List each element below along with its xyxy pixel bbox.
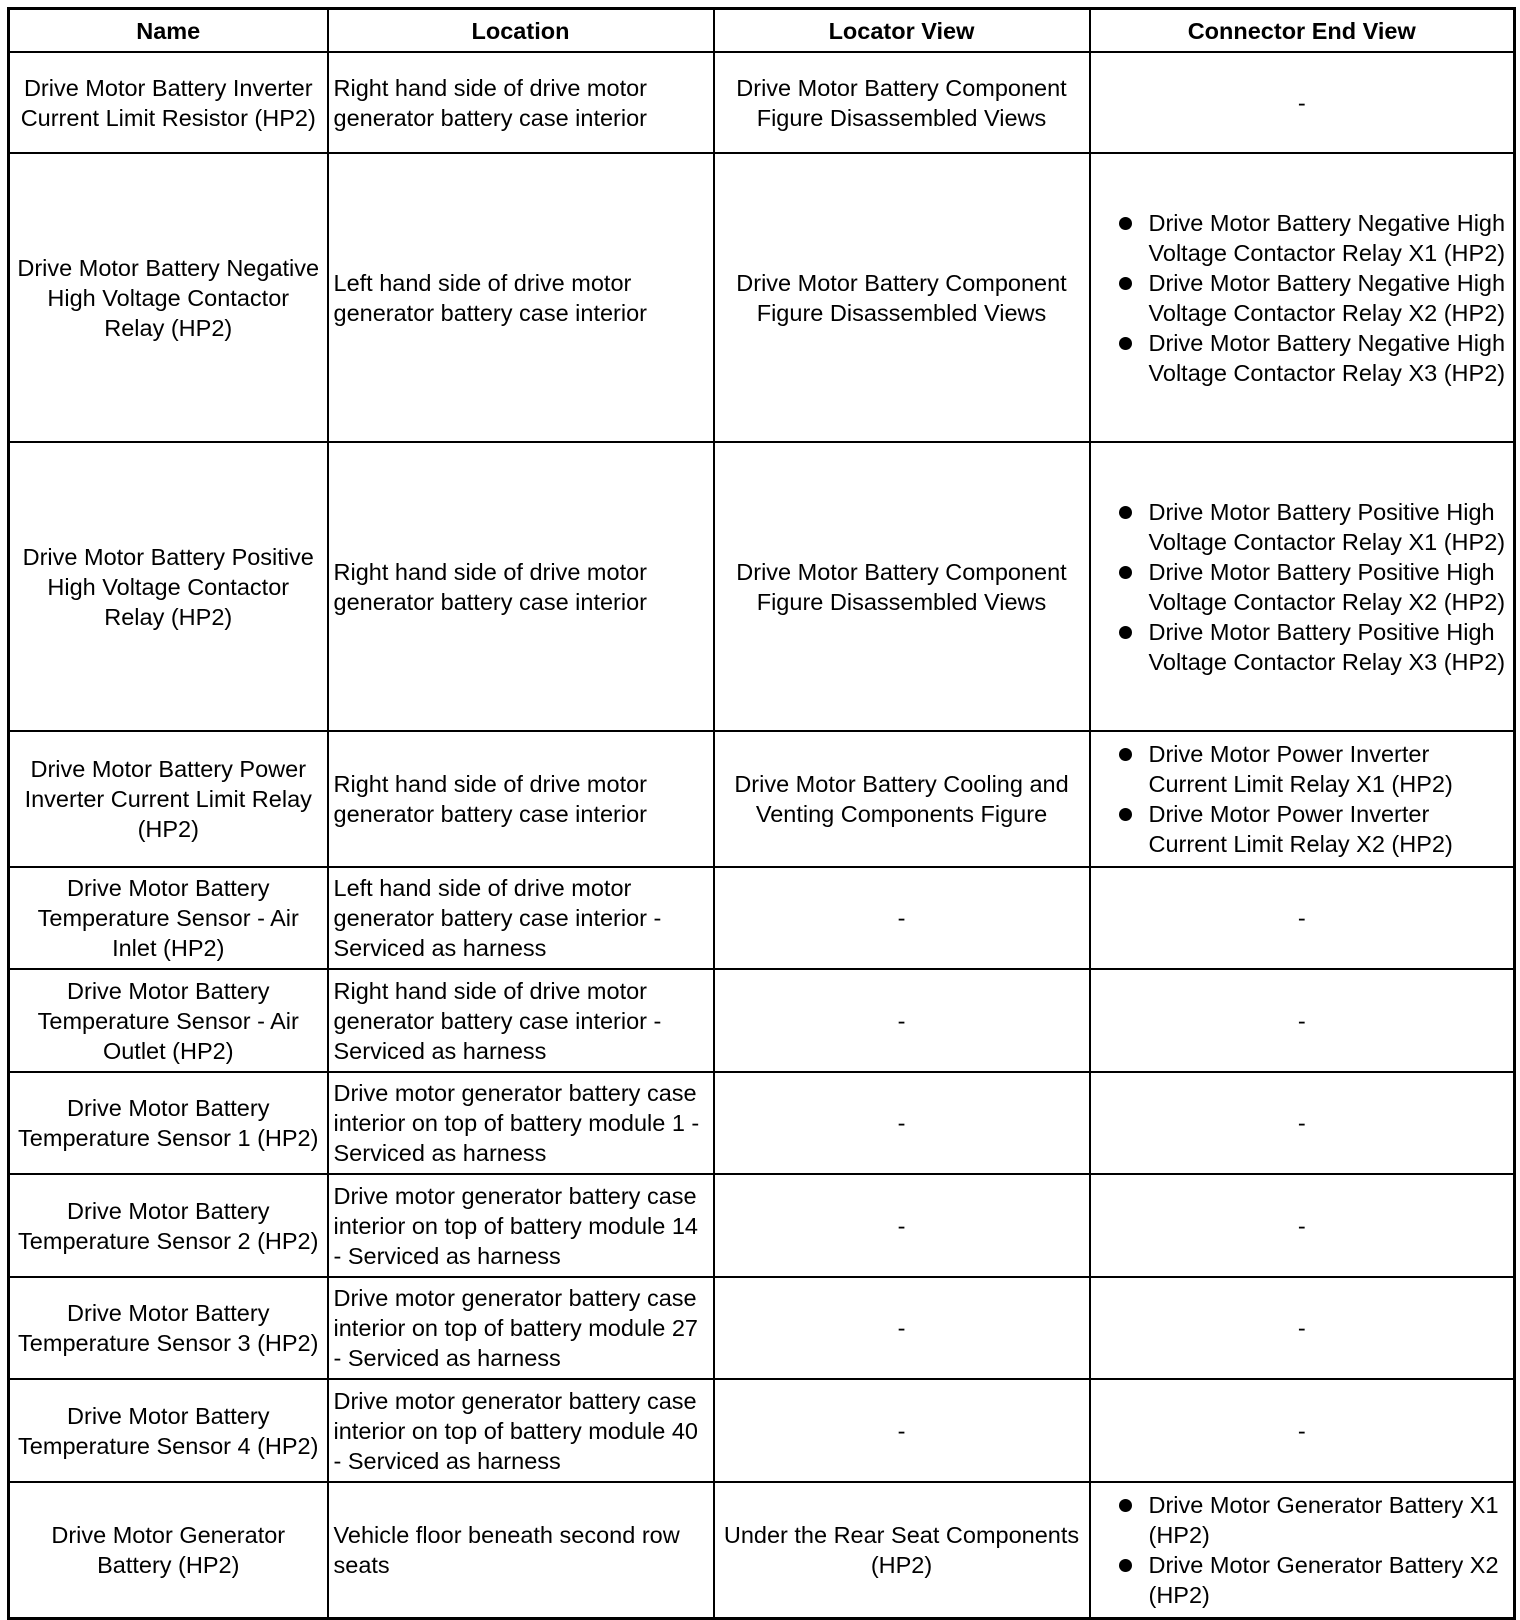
connector-list-item [1096,328,1509,388]
cell-connector-end-view: - [1090,867,1515,969]
connector-list [1096,1490,1509,1610]
header-locator-view: Locator View [714,9,1090,53]
cell-connector-end-view: - [1090,1072,1515,1174]
cell-name: Drive Motor Generator Battery (HP2) [9,1482,328,1618]
cell-location: Drive motor generator battery case interior on top of battery module 27 - Serviced as harness [328,1277,714,1379]
connector-list-item [1096,208,1509,268]
cell-connector-end-view [1090,442,1515,731]
connector-list-item [1096,617,1509,677]
cell-location: Drive motor generator battery case interior on top of battery module 1 - Serviced as harness [328,1072,714,1174]
table-row [9,52,1515,153]
cell-connector-end-view [1090,731,1515,867]
table-row [9,1379,1515,1482]
cell-name: Drive Motor Battery Power Inverter Current Limit Relay (HP2) [9,731,328,867]
cell-name: Drive Motor Battery Inverter Current Limit Resistor (HP2) [9,52,328,153]
table-row [9,867,1515,969]
bullet-icon [1119,1499,1132,1512]
cell-name: Drive Motor Battery Temperature Sensor 4 (HP2) [9,1379,328,1482]
connector-list [1096,739,1509,859]
cell-connector-end-view: - [1090,1277,1515,1379]
component-table-wrapper [7,7,1516,1620]
bullet-icon [1119,506,1132,519]
cell-location: Vehicle floor beneath second row seats [328,1482,714,1618]
cell-name: Drive Motor Battery Negative High Voltage Contactor Relay (HP2) [9,153,328,442]
connector-label: Drive Motor Battery Negative High Voltage Contactor Relay X3 (HP2) [1148,329,1506,386]
cell-location: Right hand side of drive motor generator battery case interior - Serviced as harness [328,969,714,1072]
cell-locator-view: - [714,969,1090,1072]
header-connector-end-view: Connector End View [1090,9,1515,53]
cell-location: Left hand side of drive motor generator battery case interior - Serviced as harness [328,867,714,969]
table-row [9,969,1515,1072]
cell-name: Drive Motor Battery Temperature Sensor - Air Inlet (HP2) [9,867,328,969]
connector-list [1096,497,1509,677]
cell-locator-view: Drive Motor Battery Component Figure Disassembled Views [714,442,1090,731]
cell-connector-end-view: - [1090,969,1515,1072]
table-header-row [9,9,1515,53]
bullet-icon [1119,808,1132,821]
connector-label: Drive Motor Battery Negative High Voltage Contactor Relay X1 (HP2) [1148,209,1506,266]
bullet-icon [1119,277,1132,290]
table-row [9,442,1515,731]
cell-locator-view: - [714,1174,1090,1277]
bullet-icon [1119,337,1132,350]
bullet-icon [1119,566,1132,579]
bullet-icon [1119,217,1132,230]
connector-list-item [1096,557,1509,617]
connector-list-item [1096,268,1509,328]
connector-list-item [1096,739,1509,799]
component-locator-table [7,7,1516,1620]
cell-name: Drive Motor Battery Temperature Sensor 3 (HP2) [9,1277,328,1379]
connector-list-item [1096,497,1509,557]
cell-location: Right hand side of drive motor generator battery case interior [328,731,714,867]
cell-connector-end-view: - [1090,52,1515,153]
cell-location: Drive motor generator battery case interior on top of battery module 40 - Serviced as harness [328,1379,714,1482]
table-row [9,1277,1515,1379]
cell-location: Drive motor generator battery case interior on top of battery module 14 - Serviced as harness [328,1174,714,1277]
connector-list [1096,208,1509,388]
cell-name: Drive Motor Battery Temperature Sensor 1 (HP2) [9,1072,328,1174]
cell-connector-end-view [1090,153,1515,442]
connector-label: Drive Motor Power Inverter Current Limit Relay X1 (HP2) [1148,741,1453,797]
cell-location: Right hand side of drive motor generator battery case interior [328,52,714,153]
connector-label: Drive Motor Generator Battery X2 (HP2) [1148,1551,1499,1608]
bullet-icon [1119,1559,1132,1572]
table-row [9,1072,1515,1174]
table-row [9,731,1515,867]
cell-locator-view: Drive Motor Battery Cooling and Venting Components Figure [714,731,1090,867]
cell-locator-view: Drive Motor Battery Component Figure Disassembled Views [714,153,1090,442]
cell-locator-view: - [714,1072,1090,1174]
connector-label: Drive Motor Battery Positive High Voltage Contactor Relay X2 (HP2) [1148,558,1506,615]
table-row [9,1482,1515,1618]
cell-name: Drive Motor Battery Temperature Sensor 2 (HP2) [9,1174,328,1277]
cell-locator-view: Under the Rear Seat Components (HP2) [714,1482,1090,1618]
cell-connector-end-view: - [1090,1379,1515,1482]
header-name: Name [9,9,328,53]
connector-label: Drive Motor Battery Positive High Voltage Contactor Relay X1 (HP2) [1148,498,1506,555]
connector-list-item [1096,1550,1509,1610]
header-location: Location [328,9,714,53]
connector-list-item [1096,1490,1509,1550]
connector-label: Drive Motor Battery Positive High Voltage Contactor Relay X3 (HP2) [1148,618,1506,675]
connector-label: Drive Motor Battery Negative High Voltage Contactor Relay X2 (HP2) [1148,269,1506,326]
connector-label: Drive Motor Generator Battery X1 (HP2) [1148,1491,1499,1548]
cell-location: Left hand side of drive motor generator battery case interior [328,153,714,442]
connector-label: Drive Motor Power Inverter Current Limit Relay X2 (HP2) [1148,801,1453,857]
cell-locator-view: - [714,1379,1090,1482]
table-row [9,153,1515,442]
cell-name: Drive Motor Battery Temperature Sensor - Air Outlet (HP2) [9,969,328,1072]
connector-list-item [1096,799,1509,859]
cell-connector-end-view [1090,1482,1515,1618]
cell-locator-view: - [714,1277,1090,1379]
bullet-icon [1119,748,1132,761]
cell-location: Right hand side of drive motor generator battery case interior [328,442,714,731]
cell-name: Drive Motor Battery Positive High Voltage Contactor Relay (HP2) [9,442,328,731]
cell-locator-view: Drive Motor Battery Component Figure Disassembled Views [714,52,1090,153]
bullet-icon [1119,626,1132,639]
cell-connector-end-view: - [1090,1174,1515,1277]
table-row [9,1174,1515,1277]
cell-locator-view: - [714,867,1090,969]
